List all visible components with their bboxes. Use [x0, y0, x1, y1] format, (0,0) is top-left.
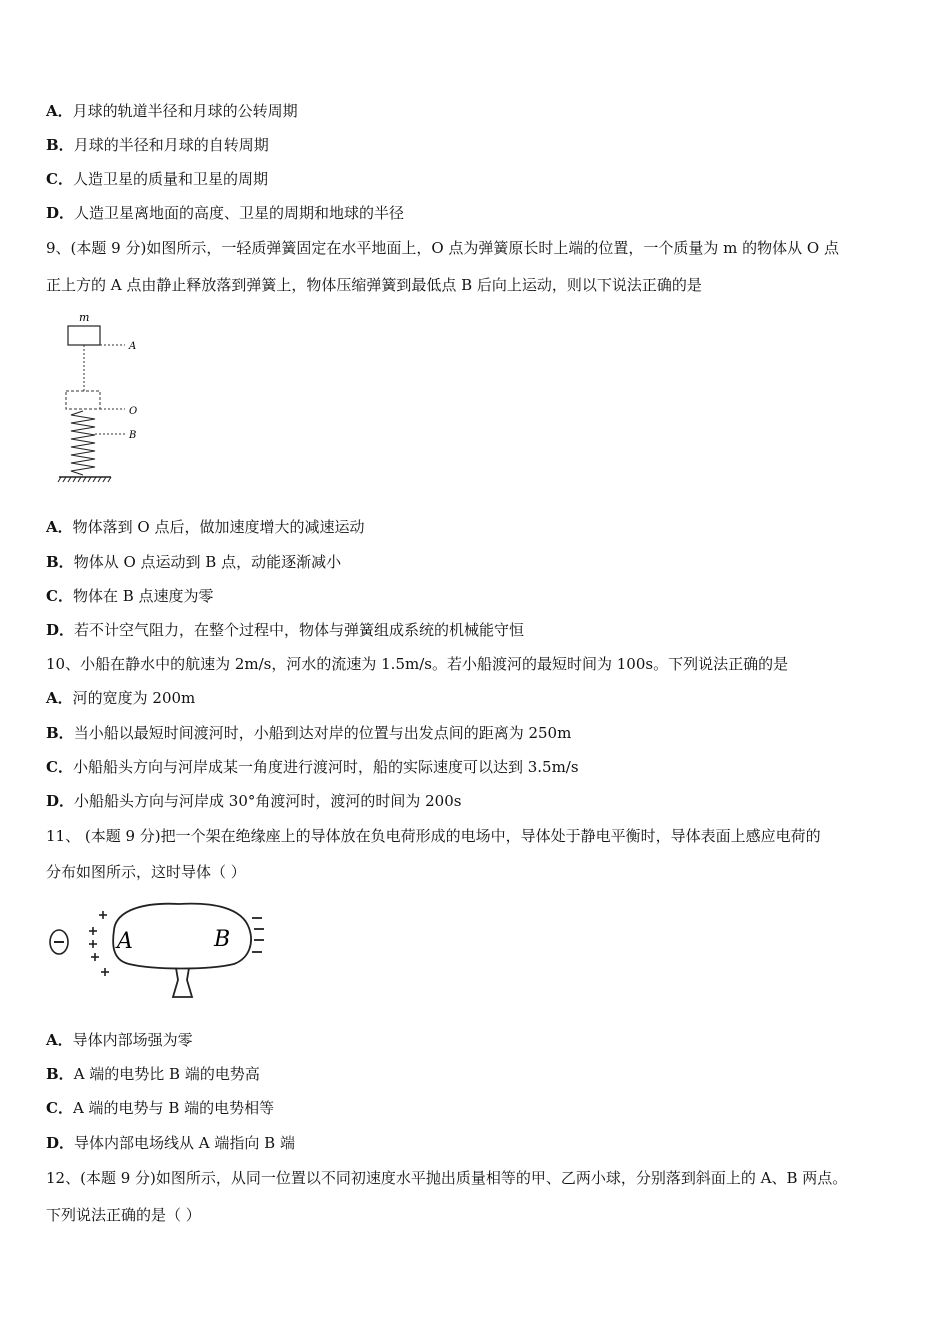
conductor-label-a: A — [117, 929, 133, 954]
spring-coil — [71, 411, 95, 475]
q11-stem-line2: 分布如图所示，这时导体（ ） — [46, 863, 246, 881]
conductor-label-b: B — [214, 927, 231, 952]
q8-option-b: B．月球的半径和月球的自转周期 — [46, 136, 269, 154]
q10-stem: 10、小船在静水中的航速为 2m/s，河水的流速为 1.5m/s。若小船渡河的最短时间为 100s。下列说法正确的是 — [46, 655, 789, 673]
q11-option-a: A．导体内部场强为零 — [46, 1031, 193, 1049]
mass-block-top — [68, 326, 100, 345]
q12-stem-line2: 下列说法正确的是（ ） — [46, 1206, 201, 1224]
q11-option-c: C．A 端的电势与 B 端的电势相等 — [46, 1099, 275, 1117]
q11-option-d: D．导体内部电场线从 A 端指向 B 端 — [46, 1134, 295, 1152]
q10-option-a: A．河的宽度为 200m — [46, 689, 196, 707]
q10-option-d: D．小船船头方向与河岸成 30°角渡河时，渡河的时间为 200s — [46, 792, 462, 810]
label-m: m — [79, 311, 90, 324]
spring-figure — [55, 308, 155, 486]
insulating-stand — [173, 968, 192, 997]
q9-stem-line1: 9、(本题 9 分)如图所示，一轻质弹簧固定在水平地面上，O 点为弹簧原长时上端的位置，一个质量为 m 的物体从 O 点 — [46, 239, 839, 257]
label-a: A — [129, 341, 137, 352]
q8-option-c: C．人造卫星的质量和卫星的周期 — [46, 170, 268, 188]
q10-option-c: C．小船船头方向与河岸成某一角度进行渡河时，船的实际速度可以达到 3.5m/s — [46, 758, 579, 776]
q12-stem-line1: 12、(本题 9 分)如图所示，从同一位置以不同初速度水平抛出质量相等的甲、乙两小球，分别落到斜面上的 A、B 两点。 — [46, 1169, 848, 1187]
conductor-figure — [44, 896, 274, 1008]
ground-hatch — [58, 477, 111, 482]
q10-option-b: B．当小船以最短时间渡河时，小船到达对岸的位置与出发点间的距离为 250m — [46, 724, 572, 742]
q11-stem-line1: 11、 (本题 9 分)把一个架在绝缘座上的导体放在负电荷形成的电场中，导体处于静电平衡时，导体表面上感应电荷的 — [46, 827, 821, 845]
q9-option-d: D．若不计空气阻力，在整个过程中，物体与弹簧组成系统的机械能守恒 — [46, 621, 525, 639]
q8-option-d: D．人造卫星离地面的高度、卫星的周期和地球的半径 — [46, 204, 405, 222]
q9-stem-line2: 正上方的 A 点由静止释放落到弹簧上，物体压缩弹簧到最低点 B 后向上运动，则以下说法正确的是 — [46, 276, 702, 294]
plus-charges — [89, 911, 109, 976]
q9-option-a: A．物体落到 O 点后，做加速度增大的减速运动 — [46, 518, 365, 536]
conductor-body — [113, 904, 251, 969]
label-o: O — [129, 406, 138, 417]
q11-option-b: B．A 端的电势比 B 端的电势高 — [46, 1065, 260, 1083]
q9-option-c: C．物体在 B 点速度为零 — [46, 587, 214, 605]
minus-charges — [252, 918, 264, 952]
q9-option-b: B．物体从 O 点运动到 B 点，动能逐渐减小 — [46, 553, 342, 571]
mass-block-dashed — [66, 391, 100, 409]
label-b: B — [129, 430, 137, 441]
q8-option-a: A．月球的轨道半径和月球的公转周期 — [46, 102, 298, 120]
